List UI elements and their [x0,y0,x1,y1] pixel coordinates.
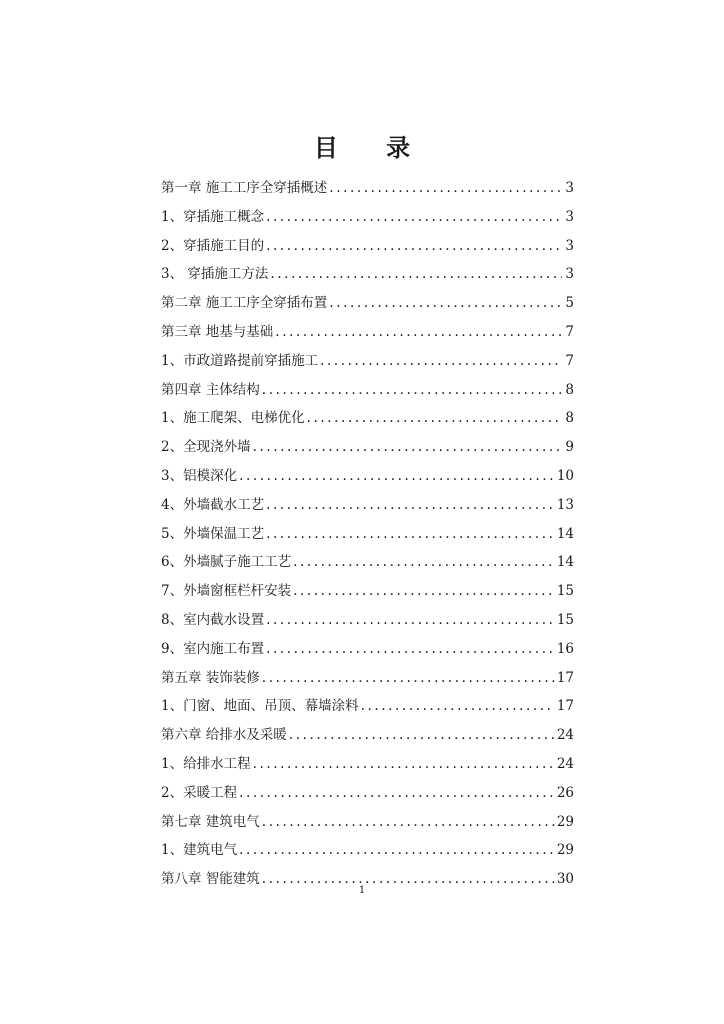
toc-entry-page: 13 [556,496,574,513]
toc-entry-page: 10 [556,467,574,484]
toc-dot-leader [266,207,562,227]
toc-entry-page: 8 [565,410,574,427]
toc-dot-leader [361,696,555,716]
toc-entry-page: 15 [556,611,574,628]
toc-entry[interactable] [161,668,574,697]
toc-dot-leader [262,668,555,688]
toc-entry-label: 3、铝模深化 [161,467,238,484]
toc-entry-label: 第三章 地基与基础 [161,323,274,340]
toc-entry-label: 5、外墙保温工艺 [161,525,265,542]
toc-dot-leader [266,639,555,659]
toc-entry-label: 第四章 主体结构 [161,381,260,398]
toc-entry[interactable] [161,696,574,725]
toc-dot-leader [307,408,562,428]
toc-entry-label: 3、 穿插施工方法 [161,266,269,283]
toc-entry-page: 24 [556,727,574,744]
toc-entry[interactable] [161,322,574,351]
toc-entry[interactable] [161,408,574,437]
toc-entry-label: 1、施工爬架、电梯优化 [161,410,305,427]
toc-entry[interactable] [161,754,574,783]
toc-entry-label: 2、穿插施工目的 [161,237,265,254]
toc-entry-label: 1、穿插施工概念 [161,208,265,225]
toc-entry[interactable] [161,581,574,610]
toc-dot-leader [266,524,555,544]
toc-entry[interactable] [161,351,574,380]
toc-dot-leader [289,725,555,745]
toc-entry-page: 17 [556,669,574,686]
toc-entry-label: 1、建筑电气 [161,842,238,859]
toc-dot-leader [270,264,562,284]
toc-entry-page: 14 [556,525,574,542]
toc-entry[interactable] [161,178,574,207]
toc-entry-label: 第六章 给排水及采暖 [161,727,287,744]
toc-entry-page: 7 [565,323,574,340]
toc-dot-leader [266,610,555,630]
toc-entry-label: 9、室内施工布置 [161,640,265,657]
toc-dot-leader [253,754,555,774]
toc-entry-page: 26 [556,784,574,801]
toc-entry[interactable] [161,783,574,812]
toc-entry-label: 4、外墙截水工艺 [161,496,265,513]
toc-dot-leader [262,380,562,400]
toc-entry[interactable] [161,293,574,322]
toc-entry-page: 5 [565,295,574,312]
toc-entry[interactable] [161,236,574,265]
toc-entry-label: 1、市政道路提前穿插施工 [161,352,319,369]
toc-entry-page: 24 [556,755,574,772]
toc-entry[interactable] [161,437,574,466]
toc-entry[interactable] [161,380,574,409]
toc-dot-leader [275,322,562,342]
toc-dot-leader [293,552,555,572]
toc-entry-label: 2、全现浇外墙 [161,439,251,456]
toc-entry-page: 9 [565,439,574,456]
toc-entry[interactable] [161,466,574,495]
toc-entry-page: 15 [556,583,574,600]
toc-dot-leader [293,581,555,601]
toc-entry-label: 第五章 装饰装修 [161,669,260,686]
toc-entry-page: 8 [565,381,574,398]
toc-entry[interactable] [161,552,574,581]
toc-entry-page: 7 [565,352,574,369]
toc-entry-page: 3 [565,237,574,254]
toc-dot-leader [239,466,555,486]
toc-entry-label: 1、给排水工程 [161,755,251,772]
toc-entry-label: 第二章 施工工序全穿插布置 [161,295,328,312]
toc-entry-label: 第一章 施工工序全穿插概述 [161,180,328,196]
toc-dot-leader [266,495,555,515]
toc-entry-page: 3 [565,266,574,283]
toc-entry-label: 7、外墙窗框栏杆安装 [161,583,292,600]
toc-entry-label: 第八章 智能建筑 [161,871,260,888]
toc-entry[interactable] [161,264,574,293]
toc-entry[interactable] [161,495,574,524]
toc-dot-leader [239,840,555,860]
toc-entry-label: 6、外墙腻子施工工艺 [161,554,292,571]
toc-entry-page: 29 [556,842,574,859]
toc-entry[interactable] [161,610,574,639]
toc-entry[interactable] [161,725,574,754]
toc-dot-leader [239,783,555,803]
toc-entry-label: 第七章 建筑电气 [161,813,260,830]
toc-entry-page: 3 [565,180,574,196]
toc-entry-page: 3 [565,208,574,225]
table-of-contents [161,178,574,898]
toc-entry[interactable] [161,639,574,668]
toc-dot-leader [253,437,562,457]
toc-dot-leader [329,178,562,198]
toc-entry-page: 16 [556,640,574,657]
toc-entry[interactable] [161,524,574,553]
toc-entry-page: 29 [556,813,574,830]
toc-entry-label: 1、门窗、地面、吊顶、幕墙涂料 [161,698,359,715]
toc-entry[interactable] [161,207,574,236]
toc-entry-page: 17 [556,698,574,715]
toc-entry[interactable] [161,812,574,841]
toc-entry-page: 14 [556,554,574,571]
page-number: 1 [358,885,366,896]
toc-dot-leader [320,351,562,371]
toc-dot-leader [266,236,562,256]
toc-entry-label: 2、采暖工程 [161,784,238,801]
toc-dot-leader [329,293,562,313]
toc-dot-leader [262,812,555,832]
toc-entry-label: 8、室内截水设置 [161,611,265,628]
page-title: 目 录 [313,134,431,162]
toc-entry-page: 30 [556,871,574,888]
toc-entry[interactable] [161,840,574,869]
